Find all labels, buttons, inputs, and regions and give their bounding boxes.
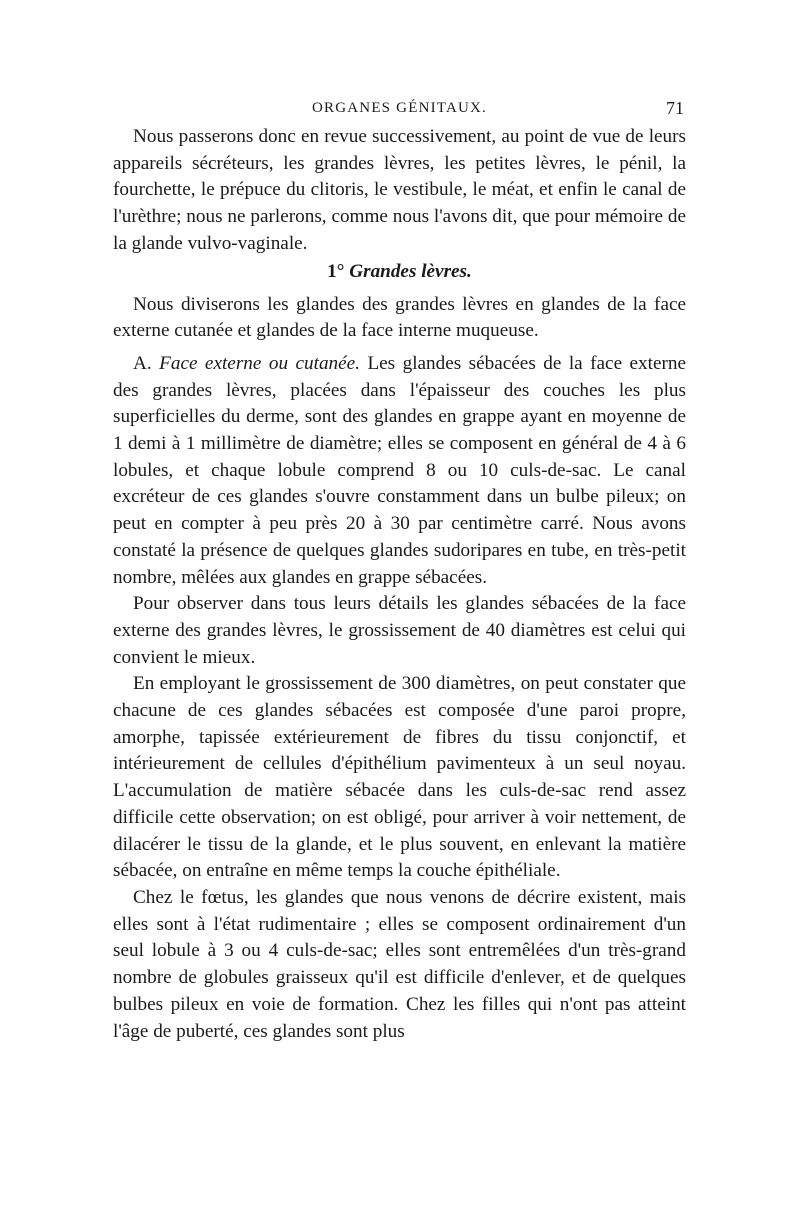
running-head xyxy=(113,96,686,122)
paragraph-fetus: Chez le fœtus, les glandes que nous venons de décrire existent, mais elles sont à l'état rudimentaire ; elles se composent ordinairement d'un seul lobule à 3 ou 4 culs-de-sac; elles sont entremêlées d'un très-grand nombre de globules graisseux qu'il est difficile d'enlever, et de quelques bulbes pileux en voie de formation. Chez les filles qui n'ont pas atteint l'âge de puberté, ces glandes sont plus xyxy=(113,886,686,1042)
book-page xyxy=(113,96,686,1045)
page-number: 71 xyxy=(666,98,684,118)
paragraph-magnification: En employant le grossissement de 300 diamètres, on peut constater que chacune de ces glandes sébacées est composée d'une paroi propre, amorphe, tapissée extérieurement de fibres du tissu conjonctif, et intérieurement de cellules d'épithélium pavimenteux à un seul noyau. L'accumulation de matière sébacée dans les culs-de-sac rend assez difficile cette observation; on est obligé, pour arriver à voir nettement, de dilacérer le tissu de la glande, et le plus souvent, en enlevant la matière sébacée, on entraîne en même temps la couche épithéliale. xyxy=(113,673,686,882)
subsection-run-in-title: Face externe ou cutanée. xyxy=(159,352,360,374)
paragraph-division: Nous diviserons les glandes des grandes lèvres en glandes de la face externe cutanée et glandes de la face interne muqueuse. xyxy=(113,293,686,342)
running-head-title: ORGANES GÉNITAUX. xyxy=(311,100,488,116)
paragraph-observation: Pour observer dans tous leurs détails les glandes sébacées de la face externe des grandes lèvres, le grossissement de 40 diamètres est celui qui convient le mieux. xyxy=(113,593,686,668)
paragraph-intro: Nous passerons donc en revue successivement, au point de vue de leurs appareils sécréteurs, les grandes lèvres, les petites lèvres, le pénil, la fourchette, le prépuce du clitoris, le vestibule, le méat, et enfin le canal de l'urèthre; nous ne parlerons, comme nous l'avons dit, que pour mémoire de la glande vulvo-vaginale. xyxy=(113,126,686,254)
subsection-body: Les glandes sébacées de la face externe des grandes lèvres, placées dans l'épaisseur des couches les plus superficielles du derme, sont des glandes en grappe ayant en moyenne de 1 demi à 1 millimètre de diamètre; elles se composent en général de 4 à 6 lobules, et chaque lobule comprend 8 ou 10 culs-de-sac. Le canal excréteur de ces glandes s'ouvre constamment dans un bulbe pileux; on peut en compter à peu près 20 à 30 par centimètre carré. Nous avons constaté la présence de quelques glandes sudoripares en tube, en très-petit nombre, mêlées aux glandes en grappe sébacées. xyxy=(113,352,687,588)
section-heading-title: Grandes lèvres. xyxy=(349,260,472,282)
section-heading-number: 1° xyxy=(327,260,345,282)
section-heading xyxy=(113,258,686,286)
paragraph-external-face xyxy=(113,351,686,591)
subsection-label: A. xyxy=(133,352,152,374)
